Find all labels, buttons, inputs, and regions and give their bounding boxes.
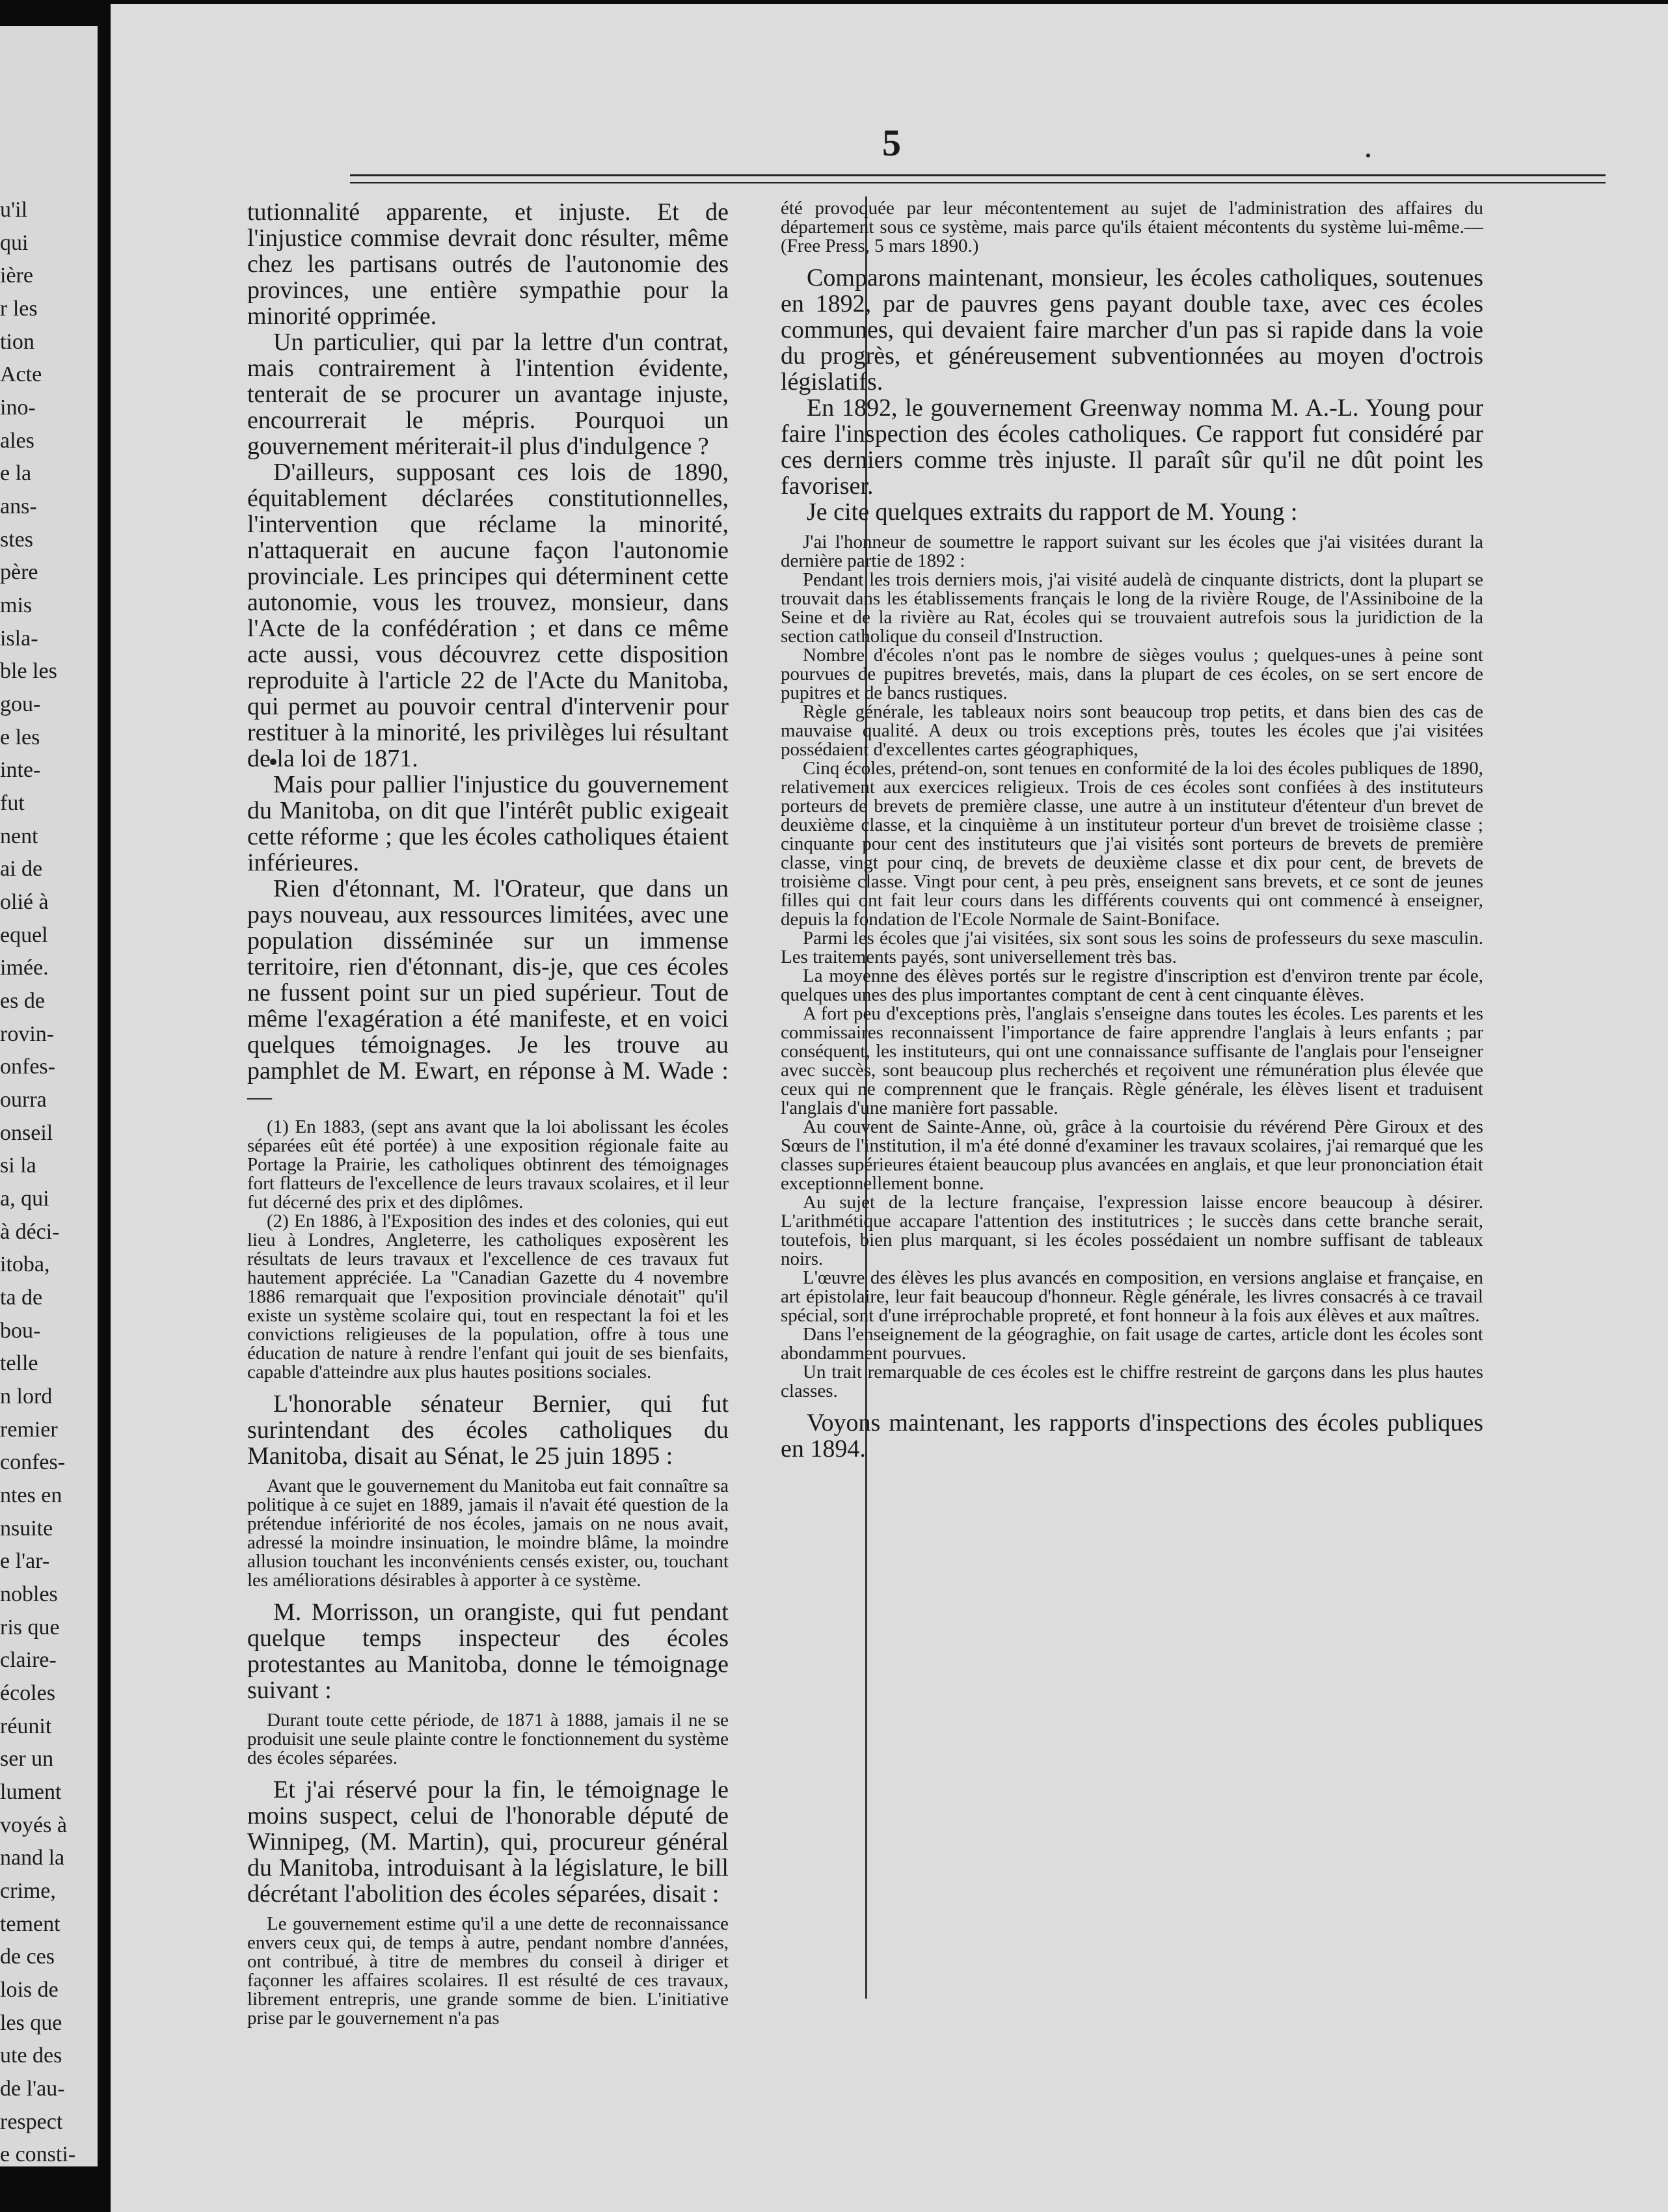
previous-page-fragment: gou- [0,692,41,716]
previous-page-fragment: de ces [0,1945,55,1969]
previous-page-fragment: a, qui [0,1187,49,1211]
previous-page-fragment: inte- [0,758,41,782]
report-paragraph: La moyenne des élèves portés sur le registre d'inscription est d'environ trente par école, quelques unes des plus importantes comptant de cent à cent cinquante élèves. [781,965,1483,1005]
report-paragraph: L'œuvre des élèves les plus avancés en composition, en versions anglaise et française, en art épistolaire, leur fait beaucoup d'honneur. Règle générale, les livres consacrés à ce travail spécial, sont d'une irréprochable propreté, et font honneur à la fois aux élèves et aux maîtres. [781,1267,1483,1326]
previous-page-fragment: ière [0,263,33,288]
quote-paragraph: Le gouvernement estime qu'il a une dette de reconnaissance envers ceux qui, de temps à autre, pendant nombre d'années, ont contribué, à titre de membres du conseil à diriger et façonner les affaires scolaires. Il est résulté de ces travaux, librement entrepris, une grande somme de bien. L'initiative prise par le gouvernement n'a pas [247,1913,729,2029]
report-paragraph: J'ai l'honneur de soumettre le rapport suivant sur les écoles que j'ai visitées durant la dernière partie de 1892 : [781,532,1483,571]
previous-page-fragment: de l'au- [0,2077,65,2101]
previous-page-fragment: u'il [0,198,28,222]
previous-page-fragment: ans- [0,494,37,519]
previous-page-fragment: isla- [0,627,38,651]
previous-page-fragment: e les [0,725,40,749]
previous-page-fragment: ris que [0,1615,60,1639]
quotation-ewart [247,1118,729,1382]
previous-page-fragment: ta de [0,1286,43,1310]
previous-page-fragment: r les [0,297,38,321]
quote-paragraph: (1) En 1883, (sept ans avant que la loi abolissant les écoles séparées eût été portée) à une exposition régionale faite au Portage la Prairie, les catholiques obtinrent des témoignages fort flatteurs de l'excellence de leurs travaux scolaires, et il leur fut décerné des prix et des diplômes. [247,1116,729,1213]
previous-page-fragment: père [0,560,38,584]
previous-page-fragment: à déci- [0,1220,60,1244]
previous-page-fragment: nand la [0,1846,65,1870]
quote-paragraph: Avant que le gouvernement du Manitoba eut fait connaître sa politique à ce sujet en 1889, jamais il n'avait été question de la prétendue infériorité de nos écoles, jamais on ne nous avait, adressé la moindre insinuation, le moindre blâme, la moindre allusion touchant les inconvénients censés exister, ou, touchant les améliorations désirables à apporter à ce système. [247,1476,729,1591]
previous-page-fragment: mis [0,593,33,617]
quotation-bernier [247,1477,729,1590]
previous-page-fragment: nent [0,824,38,848]
previous-page-fragment: olié à [0,890,49,914]
previous-page-fragment: bou- [0,1319,41,1343]
previous-page-fragment: ourra [0,1088,47,1112]
report-paragraph: Dans l'enseignement de la géograghie, on fait usage de cartes, article dont les écoles sont abondamment pourvues. [781,1324,1483,1364]
previous-page-fragment: tement [0,1912,61,1936]
ink-spot-small [1366,154,1370,157]
previous-page-fragment: claire- [0,1648,57,1672]
previous-page-fragment: n lord [0,1384,53,1409]
previous-page-fragment: lois de [0,1978,59,2002]
previous-page-fragment: réunit [0,1714,52,1738]
previous-page-fragment: ntes en [0,1483,62,1507]
previous-page-fragment: nsuite [0,1517,53,1541]
quote-paragraph: Durant toute cette période, de 1871 à 1888, jamais il ne se produisit une seule plainte contre le fonctionnement du système des écoles séparées. [247,1710,729,1768]
quotation-young-report [781,533,1483,1401]
report-paragraph: Un trait remarquable de ces écoles est le chiffre restreint de garçons dans les plus hautes classes. [781,1362,1483,1401]
paragraph: En 1892, le gouvernement Greenway nomma M. A.-L. Young pour faire l'inspection des écoles catholiques. Ce rapport fut considéré par ces derniers comme très injuste. Il paraît sûr qu'il ne dût point les favoriser. [781,394,1483,500]
previous-page-fragment: remier [0,1418,58,1442]
previous-page-fragment: respect [0,2110,63,2134]
previous-page-fragment: imée. [0,956,49,980]
previous-page-fragment: rovin- [0,1022,55,1046]
paragraph: Je cite quelques extraits du rapport de M. Young : [807,498,1298,526]
report-paragraph: Règle générale, les tableaux noirs sont beaucoup trop petits, et dans bien des cas de mauvaise qualité. A deux ou trois exceptions près, toutes les écoles que j'ai visitées possédaient d'excellentes cartes géographiques, [781,701,1483,760]
previous-page-fragment: si la [0,1153,36,1178]
previous-page-fragment: ino- [0,396,36,420]
header-rule [350,174,1606,176]
report-paragraph: Pendant les trois derniers mois, j'ai visité audelà de cinquante districts, dont la plupart se trouvait dans les établissements français le long de la rivière Rouge, de l'Assiniboine de la Seine et de la rivière au Rat, écoles qui se trouvaient autrefois sous la juridiction de la section catholique du conseil d'Instruction. [781,569,1483,647]
paragraph: Un particulier, qui par la lettre d'un contrat, mais contrairement à l'intention évidente, tenterait de se procurer un avantage injuste, encourrerait le mépris. Pourquoi un gouvernement mériterait-il plus d'indulgence ? [247,329,729,460]
previous-page-fragment: onfes- [0,1055,55,1079]
quote-paragraph: été provoquée par leur mécontentement au sujet de l'administration des affaires du département sous ce système, mais parce qu'ils étaient mécontents du système lui-même.—(Free Press, 5 mars 1890.) [781,198,1483,256]
page-number: 5 [882,122,901,164]
previous-page-fragment: ser un [0,1747,54,1771]
report-paragraph: Au couvent de Sainte-Anne, où, grâce à la courtoisie du révérend Père Giroux et des Sœurs de l'institution, il m'a été donné d'examiner les travaux scolaires, j'ai remarqué que les classes supérieures étaient beaucoup plus avancées en anglais, et que leur prononciation était exceptionnellement bonne. [781,1116,1483,1194]
previous-page-fragment: equel [0,923,48,947]
paragraph: Et j'ai réservé pour la fin, le témoignage le moins suspect, celui de l'honorable député de Winnipeg, (M. Martin), qui, procureur général du Manitoba, introduisant à la législature, le bill décrétant l'abolition des écoles séparées, disait : [247,1776,729,1908]
previous-page-fragment: ales [0,429,34,453]
quotation-continued [781,199,1483,256]
previous-page-fragment: e l'ar- [0,1549,50,1573]
paragraph: D'ailleurs, supposant ces lois de 1890, équitablement déclarées constitutionnelles, l'intervention que réclame la minorité, n'attaquerait en aucune façon l'autonomie provinciale. Les principes qui déterminent cette autonomie, vous les trouvez, monsieur, dans l'Acte de la confédération ; et dans ce même acte aussi, vous découvrez cette disposition reproduite à l'article 22 de l'Acte du Manitoba, qui permet au pouvoir central d'intervenir pour restituer à la minorité, les privilèges lui résultant de la loi de 1871. [247,459,729,772]
previous-page-fragment: ai de [0,857,43,881]
previous-page-fragment: es de [0,989,45,1013]
paragraph: L'honorable sénateur Bernier, qui fut surintendant des écoles catholiques du Manitoba, disait au Sénat, le 25 juin 1895 : [247,1390,729,1470]
report-paragraph: A fort peu d'exceptions près, l'anglais s'enseigne dans toutes les écoles. Les parents et les commissaires reconnaissent l'importance de faire apprendre l'anglais à leurs enfants ; par conséquent, les instituteurs, qui ont une connaissance suffisante de l'anglais pour l'enseigner avec succès, sont beaucoup plus recherchés et reçoivent une rémunération plus élevée que ceux qui ne comprennent que le français. Règle générale, les élèves lisent et traduisent l'anglais d'une manière fort passable. [781,1003,1483,1118]
quotation-morrisson [247,1711,729,1768]
previous-page-fragment: crime, [0,1879,56,1903]
right-column [781,199,1483,1462]
previous-page-fragment: confes- [0,1450,66,1474]
paragraph: Voyons maintenant, les rapports d'inspections des écoles publiques en 1894. [781,1409,1483,1463]
paragraph: tutionnalité apparente, et injuste. Et de l'injustice commise devrait donc résulter, même chez les partisans outrés de l'autonomie des provinces, une entière sympathie pour la minorité opprimée. [247,198,729,330]
previous-page-fragment: qui [0,231,29,255]
previous-page-fragment: tion [0,330,34,354]
previous-page-edge [0,26,98,2166]
previous-page-fragment: Acte [0,362,42,386]
report-paragraph: Nombre d'écoles n'ont pas le nombre de sièges voulus ; quelques-unes à peine sont pourvues de pupitres brevetés, mais, dans la plupart de ces écoles, on se sert encore de pupitres et de bancs rustiques. [781,645,1483,703]
quotation-martin [247,1915,729,2028]
header-rule-double [350,182,1606,183]
previous-page-fragment: fut [0,791,25,815]
previous-page-fragment: stes [0,528,33,552]
report-paragraph: Parmi les écoles que j'ai visitées, six sont sous les soins de professeurs du sexe masculin. Les traitements payés, sont universellement très bas. [781,928,1483,967]
paragraph: Mais pour pallier l'injustice du gouvernement du Manitoba, on dit que l'intérêt public exigeait cette réforme ; que les écoles catholiques étaient inférieures. [247,771,729,876]
previous-page-fragment: écoles [0,1681,55,1705]
previous-page-fragment: voyés à [0,1813,67,1837]
report-paragraph: Au sujet de la lecture française, l'expression laisse encore beaucoup à désirer. L'arithmétique accapare l'attention des institutrices ; le succès dans cette branche serait, toutefois, bien plus marquant, si les écoles possédaient un nombre suffisant de tableaux noirs. [781,1192,1483,1269]
previous-page-fragment: onseil [0,1121,53,1145]
previous-page-fragment: telle [0,1351,38,1375]
quote-paragraph: (2) En 1886, à l'Exposition des indes et des colonies, qui eut lieu à Londres, Angleterre, les catholiques exposèrent les résultats de leurs travaux et l'excellence de ces travaux fut hautement appréciée. La "Canadian Gazette du 4 novembre 1886 remarquait que l'exposition provinciale dénotait" qu'il existe un système scolaire qui, tout en respectant la foi et les convictions religieuses de la population, offre à tous une éducation de nature à rendre l'enfant qui jouit de ses bienfaits, capable d'atteindre aux plus hautes positions sociales. [247,1211,729,1382]
previous-page-fragment: ble les [0,659,57,683]
report-paragraph: Cinq écoles, prétend-on, sont tenues en conformité de la loi des écoles publiques de 1890, relativement aux exercices religieux. Trois de ces écoles sont confiées à des instituteurs porteurs de brevets de première classe, une autre à un instituteur d'étenteur d'un brevet de deuxième classe, et la cinquième à un instituteur porteur d'un brevet de troisième classe ; cinquante pour cent des instituteurs que j'ai visités sont porteurs de brevets de première classe, vingt pour cinq, de brevets de deuxième classe et dix pour cent, de brevets de troisième classe. Vingt pour cent, à peu près, enseignent sans brevets, et ce sont de jeunes filles qui ont fait leur cours dans les différents couvents qui ont commencé à enseigner, depuis la fondation de l'Ecole Normale de Saint-Boniface. [781,758,1483,930]
previous-page-fragment: les que [0,2011,62,2035]
previous-page-fragment: ute des [0,2043,62,2068]
previous-page-fragment: e consti- [0,2142,76,2166]
previous-page-fragment: itoba, [0,1252,50,1276]
paragraph: M. Morrisson, un orangiste, qui fut pendant quelque temps inspecteur des écoles protestantes au Manitoba, donne le témoignage suivant : [247,1598,729,1704]
previous-page-fragment: e la [0,461,32,485]
paragraph: Comparons maintenant, monsieur, les écoles catholiques, soutenues en 1892, par de pauvres gens payant double taxe, avec ces écoles communes, qui devaient faire marcher d'un pas si rapide dans la voie du progrès, et généreusement subventionnées au moyen d'octrois législatifs. [781,264,1483,396]
previous-page-fragment: lument [0,1780,62,1804]
paragraph: Rien d'étonnant, M. l'Orateur, que dans un pays nouveau, aux ressources limitées, avec une population disséminée sur un immense territoire, rien d'étonnant, dis-je, que ces écoles ne fussent point sur un pied supérieur. Tout de même l'exagération a été manifeste, et en voici quelques témoignages. Je les trouve au pamphlet de M. Ewart, en réponse à M. Wade :— [247,875,729,1111]
previous-page-fragment: nobles [0,1582,58,1606]
left-column [247,199,729,2037]
